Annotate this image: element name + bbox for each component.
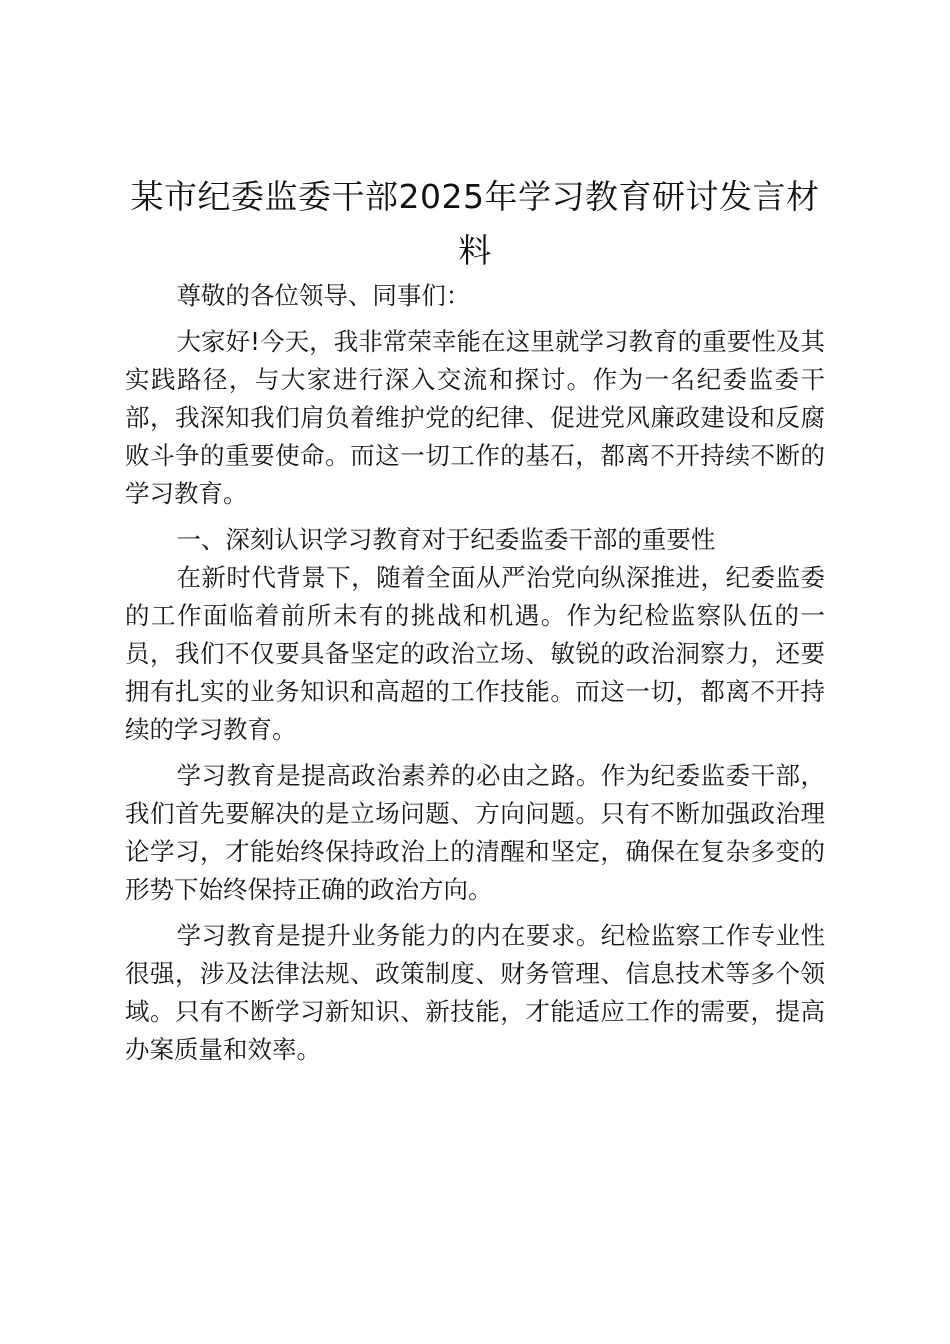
section1-paragraph-1: 在新时代背景下，随着全面从严治党向纵深推进，纪委监委的工作面临着前所未有的挑战和机遇。作为纪检监察队伍的一员，我们不仅要具备坚定的政治立场、敏锐的政治洞察力，还要拥有扎实的业务知识和高超的工作技能。而这一切，都离不开持续的学习教育。 [125, 563, 825, 744]
intro-paragraph: 大家好!今天，我非常荣幸能在这里就学习教育的重要性及其实践路径，与大家进行深入交流和探讨。作为一名纪委监委干部，我深知我们肩负着维护党的纪律、促进党风廉政建设和反腐败斗争的重要使命。而这一切工作的基石，都离不开持续不断的学习教育。 [125, 327, 825, 508]
section-heading-1: 一、深刻认识学习教育对于纪委监委干部的重要性 [176, 525, 716, 554]
section1-paragraph-3: 学习教育是提升业务能力的内在要求。纪检监察工作专业性很强，涉及法律法规、政策制度、财务管理、信息技术等多个领域。只有不断学习新知识、新技能，才能适应工作的需要，提高办案质量和效率。 [125, 921, 825, 1064]
section1-paragraph-2: 学习教育是提高政治素养的必由之路。作为纪委监委干部，我们首先要解决的是立场问题、方向问题。只有不断加强政治理论学习，才能始终保持政治上的清醒和坚定，确保在复杂多变的形势下始终保持正确的政治方向。 [125, 761, 825, 904]
salutation: 尊敬的各位领导、同事们： [176, 281, 471, 310]
document-title: 某市纪委监委干部2025年学习教育研讨发言材料 [130, 177, 820, 270]
document-body [125, 277, 825, 1069]
